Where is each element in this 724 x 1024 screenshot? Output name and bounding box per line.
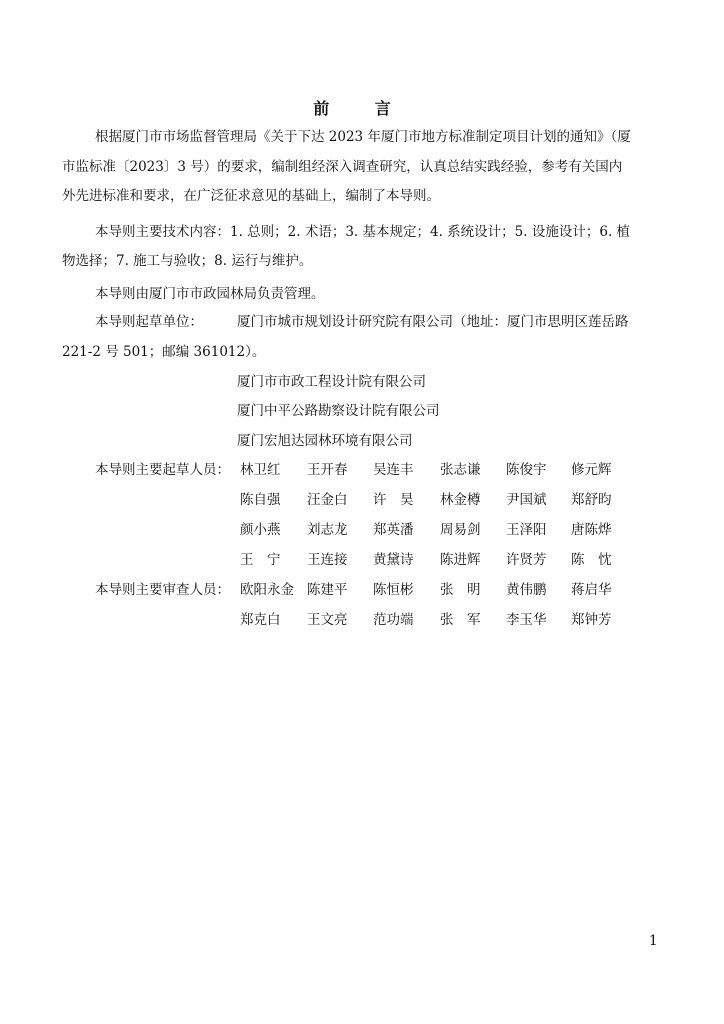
paragraph-3: 本导则由厦门市市政园林局负责管理。 (95, 286, 325, 302)
drafting-unit-label: 本导则起草单位： (95, 314, 203, 330)
page-number: 1 (649, 933, 658, 949)
paragraph-2-line-2: 物选择；7. 施工与验收；8. 运行与维护。 (62, 253, 313, 269)
drafter-name: 汪金白 (307, 492, 348, 508)
drafter-name: 颜小燕 (240, 522, 281, 538)
drafter-name: 尹国斌 (506, 492, 547, 508)
drafter-name: 王泽阳 (506, 522, 547, 538)
drafter-name: 修元辉 (571, 462, 612, 478)
drafter-name: 张志谦 (440, 462, 481, 478)
drafter-name: 王 宁 (240, 552, 281, 568)
paragraph-1-line-2: 市监标准〔2023〕3 号）的要求，编制组经深入调查研究，认真总结实践经验，参考有关国内 (62, 159, 623, 175)
reviewer-name: 郑克白 (240, 612, 281, 628)
drafter-name: 陈 忱 (571, 552, 612, 568)
reviewer-name: 郑钟芳 (571, 612, 612, 628)
reviewer-name: 张 军 (440, 612, 481, 628)
drafter-name: 陈自强 (240, 492, 281, 508)
drafter-name: 陈俊宇 (506, 462, 547, 478)
drafting-unit-3: 厦门中平公路勘察设计院有限公司 (237, 403, 440, 419)
drafting-unit-2: 厦门市市政工程设计院有限公司 (237, 374, 426, 390)
paragraph-1-line-3: 外先进标准和要求，在广泛征求意见的基础上，编制了本导则。 (62, 188, 440, 204)
reviewer-name: 张 明 (440, 582, 481, 598)
reviewers-label: 本导则主要审查人员： (95, 582, 230, 598)
drafter-name: 许贤芳 (506, 552, 547, 568)
drafter-name: 陈进辉 (440, 552, 481, 568)
reviewer-name: 王文亮 (307, 612, 348, 628)
drafter-name: 唐陈烨 (571, 522, 612, 538)
drafter-name: 郑舒昀 (571, 492, 612, 508)
drafting-unit-4: 厦门宏旭达园林环境有限公司 (237, 433, 413, 449)
reviewer-name: 黄伟鹏 (506, 582, 547, 598)
drafter-name: 林卫红 (240, 462, 281, 478)
drafter-name: 郑英潘 (373, 522, 414, 538)
reviewer-name: 李玉华 (506, 612, 547, 628)
drafter-name: 刘志龙 (307, 522, 348, 538)
drafter-name: 王连接 (307, 552, 348, 568)
drafting-unit-address: 221-2 号 501；邮编 361012）。 (62, 344, 266, 360)
drafter-name: 周易剑 (440, 522, 481, 538)
paragraph-1-line-1: 根据厦门市市场监督管理局《关于下达 2023 年厦门市地方标准制定项目计划的通知》（厦 (95, 129, 631, 145)
drafter-name: 林金樽 (440, 492, 481, 508)
paragraph-2-line-1: 本导则主要技术内容：1. 总则；2. 术语；3. 基本规定；4. 系统设计；5. 设施设计；6. 植 (95, 224, 631, 240)
reviewer-name: 蒋启华 (571, 582, 612, 598)
drafter-name: 王开春 (307, 462, 348, 478)
drafter-name: 吴连丰 (373, 462, 414, 478)
reviewer-name: 范功端 (373, 612, 414, 628)
reviewer-name: 陈恒彬 (373, 582, 414, 598)
reviewer-name: 欧阳永金 (240, 582, 294, 598)
drafting-unit-main: 厦门市城市规划设计研究院有限公司（地址：厦门市思明区莲岳路 (237, 314, 629, 330)
drafters-label: 本导则主要起草人员： (95, 462, 230, 478)
drafter-name: 许 昊 (373, 492, 414, 508)
drafter-name: 黄黛诗 (373, 552, 414, 568)
reviewer-name: 陈建平 (307, 582, 348, 598)
page-title: 前 言 (313, 99, 411, 118)
